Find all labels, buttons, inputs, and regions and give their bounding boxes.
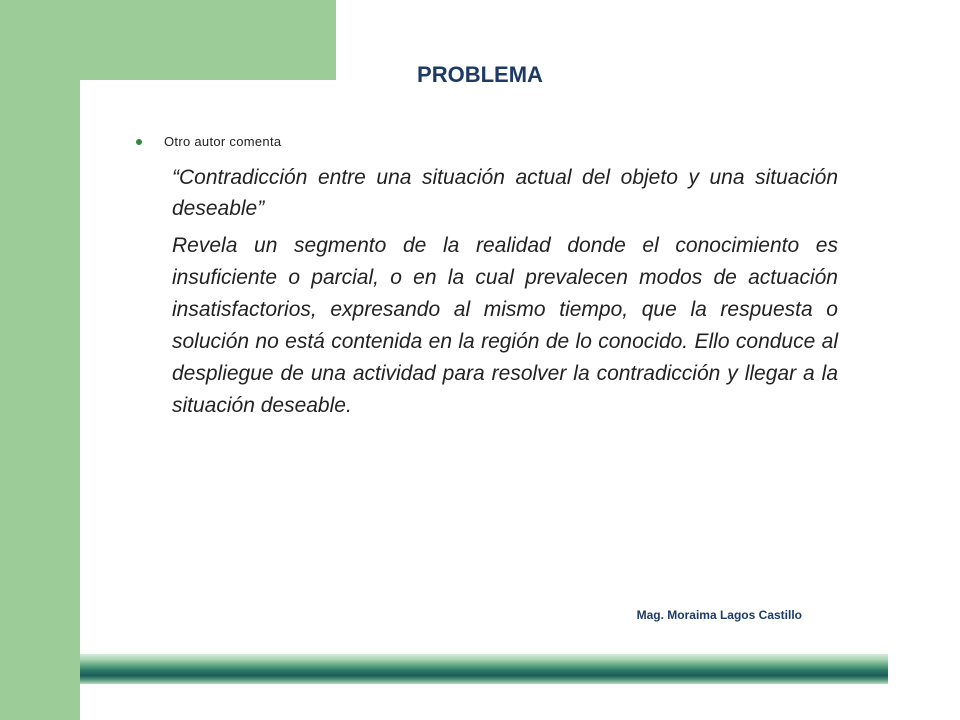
author-credit: Mag. Moraima Lagos Castillo: [636, 608, 802, 622]
bullet-text: Otro autor comenta: [164, 134, 282, 149]
bullet-dot-icon: [136, 139, 142, 145]
bullet-item: [136, 134, 281, 149]
top-green-block: [0, 0, 336, 80]
footer-gradient-bar: [80, 654, 888, 684]
quote-text: “Contradicción entre una situación actual del objeto y una situación deseable”: [172, 166, 838, 220]
body-paragraph: Revela un segmento de la realidad donde el conocimiento es insuficiente o parcial, o en la cual prevalecen modos de actuación insatisfactorios, expresando al mismo tiempo, que la respuesta o solución no está contenida en la región de lo conocido. Ello conduce al despliegue de una actividad para resolver la contradicción y llegar a la situación deseable.: [172, 234, 838, 417]
left-green-bar: [0, 0, 80, 720]
slide-title: PROBLEMA: [417, 62, 543, 87]
